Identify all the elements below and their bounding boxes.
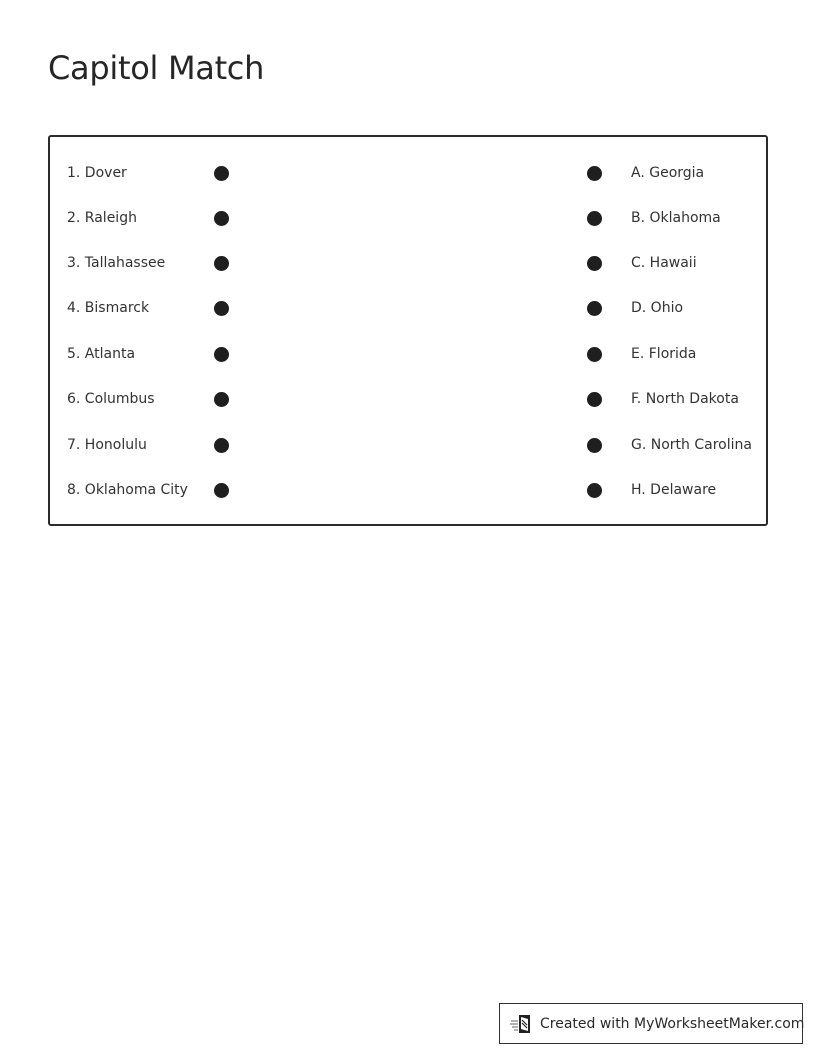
match-row: [50, 298, 766, 318]
match-row: [50, 253, 766, 273]
footer-credit-badge[interactable]: [499, 1003, 803, 1044]
left-connect-dot[interactable]: [214, 211, 229, 226]
right-connect-dot[interactable]: [587, 438, 602, 453]
right-connect-dot[interactable]: [587, 256, 602, 271]
capital-item: 2. Raleigh: [67, 210, 137, 226]
match-row: [50, 480, 766, 500]
page-title: Capitol Match: [48, 49, 265, 87]
capital-item: 8. Oklahoma City: [67, 482, 188, 498]
match-row: [50, 208, 766, 228]
left-connect-dot[interactable]: [214, 256, 229, 271]
state-item: C. Hawaii: [631, 255, 697, 271]
state-item: A. Georgia: [631, 165, 705, 181]
capital-item: 6. Columbus: [67, 391, 155, 407]
state-item: B. Oklahoma: [631, 210, 721, 226]
state-item: F. North Dakota: [631, 391, 739, 407]
capital-item: 4. Bismarck: [67, 300, 150, 316]
left-connect-dot[interactable]: [214, 438, 229, 453]
state-item: E. Florida: [631, 346, 697, 362]
left-connect-dot[interactable]: [214, 301, 229, 316]
left-connect-dot[interactable]: [214, 347, 229, 362]
right-connect-dot[interactable]: [587, 211, 602, 226]
match-row: [50, 344, 766, 364]
state-item: H. Delaware: [631, 482, 717, 498]
state-item: G. North Carolina: [631, 437, 752, 453]
capital-item: 1. Dover: [67, 165, 127, 181]
worksheet-maker-logo-icon: [510, 1013, 534, 1035]
match-row: [50, 389, 766, 409]
capital-item: 3. Tallahassee: [67, 255, 166, 271]
capital-item: 5. Atlanta: [67, 346, 136, 362]
matching-box: [48, 135, 768, 526]
credit-text: Created with MyWorksheetMaker.com: [540, 1015, 805, 1032]
match-row: [50, 435, 766, 455]
right-connect-dot[interactable]: [587, 166, 602, 181]
match-row: [50, 163, 766, 183]
right-connect-dot[interactable]: [587, 483, 602, 498]
left-connect-dot[interactable]: [214, 166, 229, 181]
capital-item: 7. Honolulu: [67, 437, 147, 453]
left-connect-dot[interactable]: [214, 483, 229, 498]
state-item: D. Ohio: [631, 300, 684, 316]
right-connect-dot[interactable]: [587, 301, 602, 316]
right-connect-dot[interactable]: [587, 392, 602, 407]
right-connect-dot[interactable]: [587, 347, 602, 362]
left-connect-dot[interactable]: [214, 392, 229, 407]
